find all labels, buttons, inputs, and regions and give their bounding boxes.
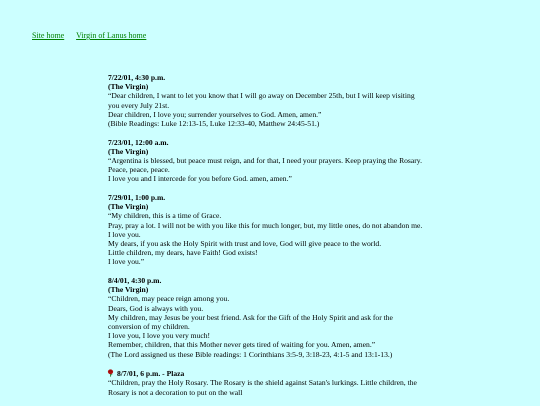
virgin-of-lanus-home-link[interactable]: Virgin of Lanus home	[76, 31, 147, 40]
entry-text-line: My children, may Jesus be your best friend. Ask for the Gift of the Holy Spirit and ask for the conversion of my children.	[108, 312, 393, 332]
entry-text-line: “My children, this is a time of Grace.	[108, 211, 222, 221]
message-entry	[108, 138, 426, 184]
entry-speaker: (The Virgin)	[108, 285, 149, 295]
message-entry	[108, 73, 426, 128]
entry-text-line: My dears, if you ask the Holy Spirit with trust and love, God will give peace to the world.	[108, 239, 382, 249]
entry-speaker: (The Virgin)	[108, 202, 149, 212]
entry-heading	[108, 368, 426, 378]
entry-text-line: Remember, children, that this Mother never gets tired of waiting for you. Amen, amen.”	[108, 340, 376, 350]
entry-date: 8/4/01, 4:30 p.m.	[108, 276, 162, 286]
entry-speaker: (The Virgin)	[108, 146, 149, 156]
entry-text-line: Dears, God is always with you.	[108, 303, 204, 313]
message-entry	[108, 368, 426, 397]
entry-text-line: “Dear children, I want to let you know that I will go away on December 25th, but I will keep visiting you every July 21st.	[108, 91, 415, 110]
message-entry	[108, 276, 426, 359]
message-entry	[108, 193, 426, 267]
entry-text-line: “Argentina is blessed, but peace must reign, and for that, I need your prayers. Keep praying the Rosary. Peace, peace, peace.	[108, 156, 422, 175]
entry-text-line: (Bible Readings: Luke 12:13-15, Luke 12:33-40, Matthew 24:45-51.)	[108, 119, 320, 129]
entry-date: 8/7/01, 6 p.m. - Plaza	[117, 369, 185, 379]
entry-date: 7/29/01, 1:00 p.m.	[108, 193, 166, 203]
entry-text-line: I love you.”	[108, 257, 145, 267]
entry-speaker: (The Virgin)	[108, 82, 149, 92]
entry-text-line: “Children, may peace reign among you.	[108, 294, 230, 304]
entry-text-line: “Children, pray the Holy Rosary. The Rosary is the shield against Satan's lurkings. Little children, the Rosary is not a decoration to put on the wall	[108, 378, 417, 397]
entry-text-line: I love you, I love you very much!	[108, 331, 211, 341]
entry-date: 7/23/01, 12:00 a.m.	[108, 137, 169, 147]
entry-text-line: Pray, pray a lot. I will not be with you like this for much longer, but, my little ones, do not abandon me. I love you.	[108, 220, 423, 239]
messages-content	[108, 73, 426, 406]
top-navigation	[32, 31, 156, 40]
entry-date: 7/22/01, 4:30 p.m.	[108, 73, 166, 82]
entry-text-line: (The Lord assigned us these Bible readings: 1 Corinthians 3:5-9, 3:18-23, 4:1-5 and 13:1-13.)	[108, 349, 393, 359]
entry-text-line: I love you and I intercede for you before God. amen, amen.”	[108, 174, 292, 184]
entry-text-line: Little children, my dears, have Faith! God exists!	[108, 248, 258, 258]
entry-text-line: Dear children, I love you; surrender yourselves to God. Amen, amen.”	[108, 109, 322, 119]
rose-icon	[107, 369, 114, 377]
site-home-link[interactable]: Site home	[32, 31, 65, 40]
